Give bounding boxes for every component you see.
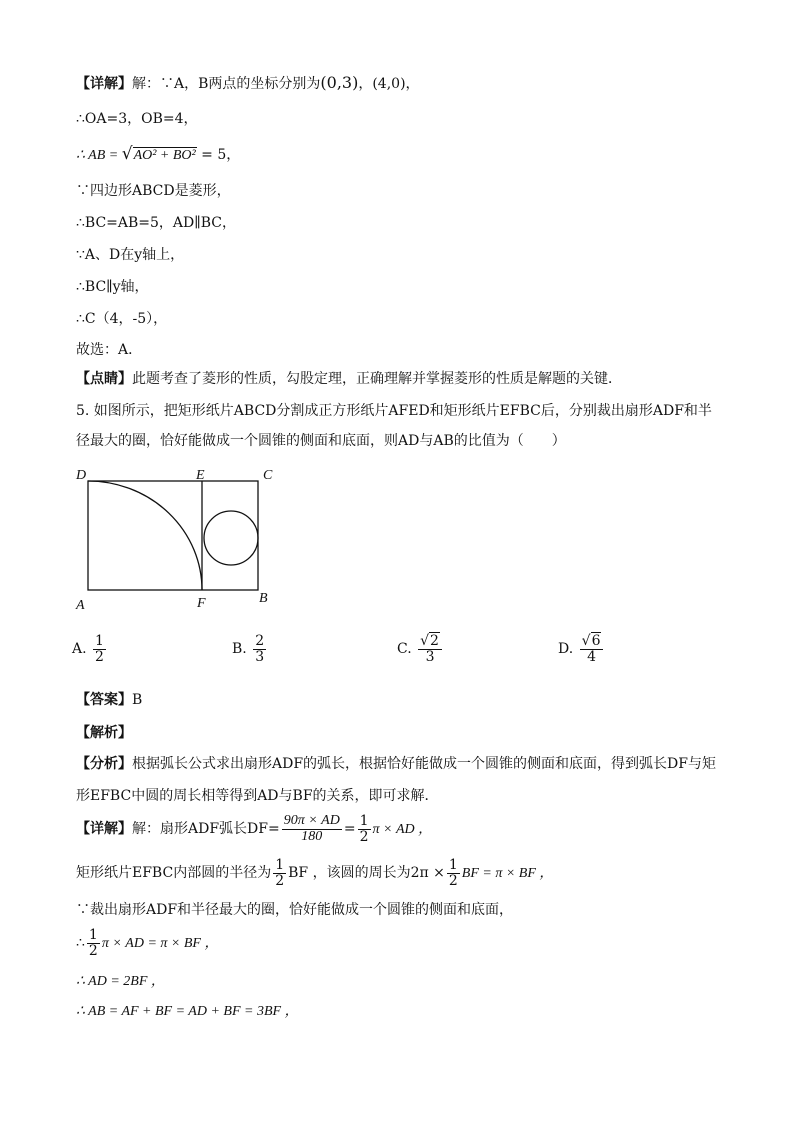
coord-b: (4,0) <box>372 76 406 92</box>
analysis-tag: 【解析】 <box>76 725 132 741</box>
p4-line5: ∴BC=AB=5，AD∥BC， <box>76 215 236 231</box>
fenxi-line1-text: 根据弧长公式求出扇形ADF的弧长，根据恰好能做成一个圆锥的侧面和底面，得到弧长DF与矩 <box>132 756 716 772</box>
option-b-letter: B. <box>232 641 247 658</box>
option-c-num <box>418 634 442 650</box>
option-c-letter: C. <box>397 641 412 658</box>
half-num: 1 <box>359 813 369 829</box>
option-d-num <box>580 634 604 650</box>
half-num: 1 <box>88 927 98 943</box>
arc-df <box>88 481 202 590</box>
p4-line10-text: 此题考查了菱形的性质，勾股定理，正确理解并掌握菱形的性质是解题的关键． <box>132 371 622 387</box>
xj1-eq: = <box>343 821 356 838</box>
arc-length-num: 90π × AD <box>283 813 340 828</box>
option-c-fraction <box>418 634 442 664</box>
xiangjie-line6: ∴ AB = AF + BF = AD + BF = 3BF ， <box>76 1004 299 1019</box>
option-c-den: 3 <box>425 648 435 665</box>
half-num: 1 <box>275 857 285 873</box>
answer-line <box>76 691 142 709</box>
option-b-den: 3 <box>255 648 265 665</box>
xiangjie-line2 <box>76 858 553 889</box>
p4-line1-sep: ， <box>358 76 373 92</box>
xiangjie-line1-text: 解：扇形ADF弧长DF= <box>132 821 280 838</box>
p4-line10 <box>76 370 622 388</box>
option-d-den: 4 <box>587 648 597 665</box>
xiangjie-line3: ∵裁出扇形ADF和半径最大的圈，恰好能做成一个圆锥的侧面和底面， <box>76 902 514 918</box>
option-a-num: 1 <box>95 633 104 649</box>
p4-line3-prefix: ∴ AB = <box>76 148 122 163</box>
p4-line1-text: 解：∵A，B两点的坐标分别为 <box>132 76 321 92</box>
fenxi-tag: 【分析】 <box>76 756 132 772</box>
xj1-tail: π × AD ， <box>372 822 433 838</box>
inscribed-circle <box>204 511 258 565</box>
label-b: B <box>259 591 268 606</box>
detail-tag: 【详解】 <box>76 76 132 92</box>
p4-line8: ∴C（4，-5）， <box>76 311 168 327</box>
option-b[interactable] <box>232 634 268 664</box>
p4-line3-suffix: = 5， <box>196 147 241 163</box>
xj4-tail: π × AD = π × BF ， <box>101 936 219 952</box>
p4-line2: ∴OA=3，OB=4， <box>76 111 198 127</box>
label-a: A <box>76 598 85 612</box>
arc-length-den: 180 <box>301 828 323 844</box>
half-fraction <box>447 858 460 888</box>
p4-line6: ∵A、D在y轴上， <box>76 247 185 263</box>
sqrt-sign-icon: √ <box>121 144 133 164</box>
option-a-den: 2 <box>95 648 104 665</box>
half-fraction <box>87 928 100 958</box>
p4-line4: ∵四边形ABCD是菱形， <box>76 183 231 199</box>
p4-line7: ∴BC∥y轴， <box>76 279 149 295</box>
arc-length-fraction <box>282 814 342 844</box>
xj4-prefix: ∴ <box>76 935 85 952</box>
xiangjie-line1 <box>76 814 432 845</box>
option-d[interactable] <box>558 634 605 664</box>
p4-line1-end: ， <box>405 76 420 92</box>
option-b-num: 2 <box>255 633 265 649</box>
geometry-figure <box>70 462 300 612</box>
fenxi-line1 <box>76 755 716 773</box>
p4-line9: 故选：A． <box>76 342 143 358</box>
option-a-fraction <box>93 634 106 664</box>
fenxi-line2: 形EFBC中圆的周长相等得到AD与BF的关系，即可求解． <box>76 788 439 804</box>
xiangjie-line4 <box>76 928 218 959</box>
option-a-letter: A. <box>72 641 87 658</box>
option-c-rad: 2 <box>430 633 439 649</box>
option-d-letter: D. <box>558 641 574 658</box>
sqrt-icon: √ <box>581 633 591 649</box>
half-den: 2 <box>448 872 458 889</box>
answer-value: B <box>132 692 143 708</box>
p4-line1 <box>76 74 420 93</box>
option-a[interactable] <box>72 634 108 664</box>
half-den: 2 <box>359 828 369 845</box>
sqrt-icon: √ <box>420 633 430 649</box>
rectangle-abcd <box>88 481 258 590</box>
p4-line3-rad: AO² + BO² <box>133 148 196 163</box>
option-c[interactable] <box>397 634 444 664</box>
option-d-fraction <box>580 634 604 664</box>
p4-line3 <box>76 145 240 165</box>
half-num: 1 <box>448 857 458 873</box>
label-c: C <box>263 468 273 483</box>
half-den: 2 <box>88 942 98 959</box>
label-f: F <box>197 596 206 611</box>
half-fraction <box>358 814 371 844</box>
q5-stem-line2: 径最大的圈，恰好能做成一个圆锥的侧面和底面，则AD与AB的比值为（ ） <box>76 433 566 449</box>
coord-a: (0,3) <box>320 73 359 92</box>
q5-stem-line1: 5. 如图所示，把矩形纸片ABCD分割成正方形纸片AFED和矩形纸片EFBC后，分别裁出扇形ADF和半 <box>76 403 712 419</box>
answer-tag: 【答案】 <box>76 692 132 708</box>
label-d: D <box>76 468 87 483</box>
half-fraction <box>273 858 286 888</box>
half-den: 2 <box>275 872 285 889</box>
option-d-rad: 6 <box>591 633 601 649</box>
xj2-mid2: BF = π × BF ， <box>461 866 554 882</box>
label-e: E <box>196 468 205 483</box>
xj2-text: 矩形纸片EFBC内部圆的半径为 <box>76 865 272 882</box>
dianjing-tag: 【点睛】 <box>76 371 132 387</box>
xiangjie-tag: 【详解】 <box>76 821 132 838</box>
option-b-fraction <box>253 634 266 664</box>
xj2-mid: BF ，该圆的周长为2π × <box>288 865 445 882</box>
xiangjie-line5: ∴ AD = 2BF ， <box>76 974 165 989</box>
